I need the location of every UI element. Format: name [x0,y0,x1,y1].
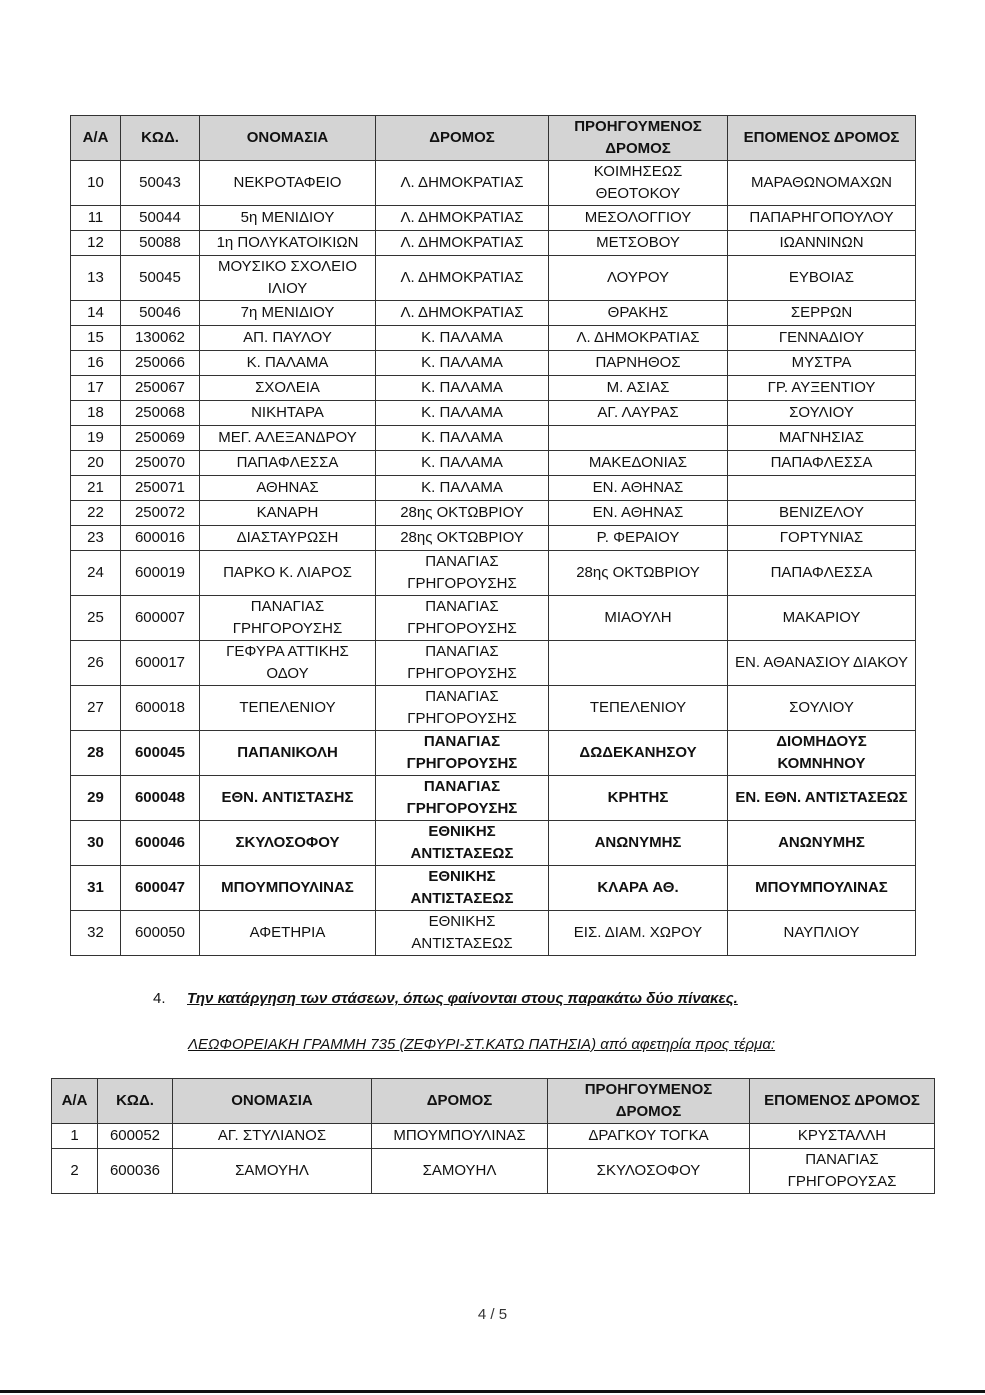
cell-next-road: ΒΕΝΙΖΕΛΟΥ [728,501,916,526]
cell-next-road: ΠΑΝΑΓΙΑΣ ΓΡΗΓΟΡΟΥΣΑΣ [750,1149,935,1194]
cell-aa: 32 [71,911,121,956]
cell-prev-road: ΚΛΑΡΑ ΑΘ. [549,866,728,911]
cell-prev-road [549,426,728,451]
cell-prev-road: ΚΡΗΤΗΣ [549,776,728,821]
cell-code: 130062 [121,326,200,351]
header-next-road: ΕΠΟΜΕΝΟΣ ΔΡΟΜΟΣ [728,116,916,161]
cell-road: ΠΑΝΑΓΙΑΣ ΓΡΗΓΟΡΟΥΣΗΣ [376,551,549,596]
cell-next-road: ΓΟΡΤΥΝΙΑΣ [728,526,916,551]
cell-code: 50043 [121,161,200,206]
header-next-road: ΕΠΟΜΕΝΟΣ ΔΡΟΜΟΣ [750,1079,935,1124]
cell-name: ΜΠΟΥΜΠΟΥΛΙΝΑΣ [200,866,376,911]
cell-code: 50046 [121,301,200,326]
cell-road: ΕΘΝΙΚΗΣ ΑΝΤΙΣΤΑΣΕΩΣ [376,866,549,911]
cell-prev-road [549,641,728,686]
cell-name: ΜΕΓ. ΑΛΕΞΑΝΔΡΟΥ [200,426,376,451]
cell-road: 28ης ΟΚΤΩΒΡΙΟΥ [376,526,549,551]
cell-road: ΠΑΝΑΓΙΑΣ ΓΡΗΓΟΡΟΥΣΗΣ [376,686,549,731]
cell-road: Κ. ΠΑΛΑΜΑ [376,451,549,476]
cell-next-road: ΓΕΝΝΑΔΙΟΥ [728,326,916,351]
cell-name: ΕΘΝ. ΑΝΤΙΣΤΑΣΗΣ [200,776,376,821]
cell-next-road: ΓΡ. ΑΥΞΕΝΤΙΟΥ [728,376,916,401]
cell-name: ΓΕΦΥΡΑ ΑΤΤΙΚΗΣ ΟΔΟΥ [200,641,376,686]
header-code: ΚΩΔ. [98,1079,173,1124]
cell-code: 600045 [121,731,200,776]
header-aa: Α/Α [52,1079,98,1124]
cell-aa: 20 [71,451,121,476]
cell-aa: 1 [52,1124,98,1149]
cell-next-road: ΔΙΟΜΗΔΟΥΣ ΚΟΜΝΗΝΟΥ [728,731,916,776]
cell-aa: 24 [71,551,121,596]
cell-next-road: ΜΑΓΝΗΣΙΑΣ [728,426,916,451]
cell-aa: 18 [71,401,121,426]
cell-prev-road: ΑΓ. ΛΑΥΡΑΣ [549,401,728,426]
cell-aa: 21 [71,476,121,501]
cell-prev-road: ΔΡΑΓΚΟΥ ΤΟΓΚΑ [548,1124,750,1149]
cell-road: 28ης ΟΚΤΩΒΡΙΟΥ [376,501,549,526]
cell-prev-road: ΤΕΠΕΛΕΝΙΟΥ [549,686,728,731]
table-header-row [52,1079,935,1124]
cell-aa: 27 [71,686,121,731]
cell-code: 50045 [121,256,200,301]
header-prev-road: ΠΡΟΗΓΟΥΜΕΝΟΣ ΔΡΟΜΟΣ [549,116,728,161]
cell-next-road: ΕΝ. ΕΘΝ. ΑΝΤΙΣΤΑΣΕΩΣ [728,776,916,821]
cell-next-road: ΜΑΡΑΘΩΝΟΜΑΧΩΝ [728,161,916,206]
stops-table-1 [70,115,916,956]
cell-name: ΑΦΕΤΗΡΙΑ [200,911,376,956]
section-number: 4. [153,990,166,1007]
cell-aa: 28 [71,731,121,776]
cell-next-road: ΙΩΑΝΝΙΝΩΝ [728,231,916,256]
cell-prev-road: 28ης ΟΚΤΩΒΡΙΟΥ [549,551,728,596]
table-row [71,641,916,686]
cell-name: ΑΠ. ΠΑΥΛΟΥ [200,326,376,351]
cell-road: ΜΠΟΥΜΠΟΥΛΙΝΑΣ [372,1124,548,1149]
header-name: ΟΝΟΜΑΣΙΑ [200,116,376,161]
cell-road: Λ. ΔΗΜΟΚΡΑΤΙΑΣ [376,161,549,206]
cell-next-road: ΕΥΒΟΙΑΣ [728,256,916,301]
header-aa: Α/Α [71,116,121,161]
cell-prev-road: ΜΕΤΣΟΒΟΥ [549,231,728,256]
cell-aa: 30 [71,821,121,866]
header-road: ΔΡΟΜΟΣ [376,116,549,161]
header-code: ΚΩΔ. [121,116,200,161]
cell-name: ΣΚΥΛΟΣΟΦΟΥ [200,821,376,866]
cell-prev-road: ΘΡΑΚΗΣ [549,301,728,326]
cell-code: 600052 [98,1124,173,1149]
cell-next-road: ΜΠΟΥΜΠΟΥΛΙΝΑΣ [728,866,916,911]
cell-name: ΑΘΗΝΑΣ [200,476,376,501]
cell-next-road: ΜΥΣΤΡΑ [728,351,916,376]
bottom-rule [0,1390,985,1393]
cell-prev-road: ΜΕΣΟΛΟΓΓΙΟΥ [549,206,728,231]
cell-road: Λ. ΔΗΜΟΚΡΑΤΙΑΣ [376,256,549,301]
cell-name: ΠΑΝΑΓΙΑΣ ΓΡΗΓΟΡΟΥΣΗΣ [200,596,376,641]
cell-road: ΣΑΜΟΥΗΛ [372,1149,548,1194]
cell-road: Κ. ΠΑΛΑΜΑ [376,426,549,451]
cell-road: Κ. ΠΑΛΑΜΑ [376,326,549,351]
cell-prev-road: Ρ. ΦΕΡΑΙΟΥ [549,526,728,551]
cell-name: 7η ΜΕΝΙΔΙΟΥ [200,301,376,326]
cell-code: 600018 [121,686,200,731]
cell-road: Κ. ΠΑΛΑΜΑ [376,376,549,401]
table-row [71,161,916,206]
cell-prev-road: ΕΝ. ΑΘΗΝΑΣ [549,476,728,501]
cell-aa: 16 [71,351,121,376]
table-row [71,821,916,866]
cell-aa: 11 [71,206,121,231]
cell-code: 600019 [121,551,200,596]
cell-road: Κ. ΠΑΛΑΜΑ [376,401,549,426]
cell-name: ΔΙΑΣΤΑΥΡΩΣΗ [200,526,376,551]
cell-name: ΣΑΜΟΥΗΛ [173,1149,372,1194]
table-row [71,256,916,301]
cell-prev-road: ΕΙΣ. ΔΙΑΜ. ΧΩΡΟΥ [549,911,728,956]
cell-name: ΚΑΝΑΡΗ [200,501,376,526]
table-row [71,351,916,376]
cell-prev-road: ΣΚΥΛΟΣΟΦΟΥ [548,1149,750,1194]
cell-next-road: ΕΝ. ΑΘΑΝΑΣΙΟΥ ΔΙΑΚΟΥ [728,641,916,686]
table-row [71,301,916,326]
cell-name: ΑΓ. ΣΤΥΛΙΑΝΟΣ [173,1124,372,1149]
cell-aa: 2 [52,1149,98,1194]
section-text: Την κατάργηση των στάσεων, όπως φαίνονται στους παρακάτω δύο πίνακες. [187,990,738,1007]
cell-prev-road: ΑΝΩΝΥΜΗΣ [549,821,728,866]
cell-code: 50044 [121,206,200,231]
table-row [71,866,916,911]
cell-prev-road: ΚΟΙΜΗΣΕΩΣ ΘΕΟΤΟΚΟΥ [549,161,728,206]
cell-next-road: ΜΑΚΑΡΙΟΥ [728,596,916,641]
cell-road: Λ. ΔΗΜΟΚΡΑΤΙΑΣ [376,206,549,231]
cell-road: ΠΑΝΑΓΙΑΣ ΓΡΗΓΟΡΟΥΣΗΣ [376,641,549,686]
cell-name: 1η ΠΟΛΥΚΑΤΟΙΚΙΩΝ [200,231,376,256]
cell-aa: 19 [71,426,121,451]
cell-code: 250072 [121,501,200,526]
table-row [71,401,916,426]
bus-line-subheading: ΛΕΩΦΟΡΕΙΑΚΗ ΓΡΑΜΜΗ 735 (ΖΕΦΥΡΙ-ΣΤ.ΚΑΤΩ ΠΑΤΗΣΙΑ) από αφετηρία προς τέρμα: [188,1036,776,1053]
table-row [71,551,916,596]
cell-code: 600050 [121,911,200,956]
header-prev-road: ΠΡΟΗΓΟΥΜΕΝΟΣ ΔΡΟΜΟΣ [548,1079,750,1124]
cell-name: ΠΑΡΚΟ Κ. ΛΙΑΡΟΣ [200,551,376,596]
cell-aa: 23 [71,526,121,551]
cell-next-road: ΑΝΩΝΥΜΗΣ [728,821,916,866]
cell-aa: 25 [71,596,121,641]
cell-code: 600046 [121,821,200,866]
cell-next-road: ΣΕΡΡΩΝ [728,301,916,326]
cell-road: Λ. ΔΗΜΟΚΡΑΤΙΑΣ [376,301,549,326]
table-row [71,686,916,731]
table-row [71,426,916,451]
table-row [52,1149,935,1194]
cell-prev-road: Μ. ΑΣΙΑΣ [549,376,728,401]
table-row [71,326,916,351]
cell-road: ΕΘΝΙΚΗΣ ΑΝΤΙΣΤΑΣΕΩΣ [376,821,549,866]
cell-road: ΕΘΝΙΚΗΣ ΑΝΤΙΣΤΑΣΕΩΣ [376,911,549,956]
cell-next-road: ΝΑΥΠΛΙΟΥ [728,911,916,956]
cell-code: 600036 [98,1149,173,1194]
cell-prev-road: ΕΝ. ΑΘΗΝΑΣ [549,501,728,526]
cell-road: ΠΑΝΑΓΙΑΣ ΓΡΗΓΟΡΟΥΣΗΣ [376,776,549,821]
cell-road: ΠΑΝΑΓΙΑΣ ΓΡΗΓΟΡΟΥΣΗΣ [376,731,549,776]
cell-name: 5η ΜΕΝΙΔΙΟΥ [200,206,376,231]
cell-road: ΠΑΝΑΓΙΑΣ ΓΡΗΓΟΡΟΥΣΗΣ [376,596,549,641]
cell-code: 250066 [121,351,200,376]
header-name: ΟΝΟΜΑΣΙΑ [173,1079,372,1124]
cell-next-road: ΣΟΥΛΙΟΥ [728,686,916,731]
table-row [71,376,916,401]
cell-aa: 26 [71,641,121,686]
cell-aa: 14 [71,301,121,326]
cell-code: 250068 [121,401,200,426]
cell-next-road: ΚΡΥΣΤΑΛΛΗ [750,1124,935,1149]
cell-code: 600047 [121,866,200,911]
cell-name: ΝΙΚΗΤΑΡΑ [200,401,376,426]
cell-code: 600007 [121,596,200,641]
cell-next-road: ΣΟΥΛΙΟΥ [728,401,916,426]
table-row [71,526,916,551]
cell-name: ΠΑΠΑΝΙΚΟΛΗ [200,731,376,776]
cell-prev-road: Λ. ΔΗΜΟΚΡΑΤΙΑΣ [549,326,728,351]
table-row [71,206,916,231]
header-road: ΔΡΟΜΟΣ [372,1079,548,1124]
cell-code: 600017 [121,641,200,686]
cell-name: Κ. ΠΑΛΑΜΑ [200,351,376,376]
table-row [71,911,916,956]
cell-name: ΠΑΠΑΦΛΕΣΣΑ [200,451,376,476]
table-row [71,731,916,776]
cell-prev-road: ΜΑΚΕΔΟΝΙΑΣ [549,451,728,476]
cell-prev-road: ΜΙΑΟΥΛΗ [549,596,728,641]
table-row [71,596,916,641]
cell-next-road: ΠΑΠΑΦΛΕΣΣΑ [728,551,916,596]
cell-code: 250070 [121,451,200,476]
cell-prev-road: ΔΩΔΕΚΑΝΗΣΟΥ [549,731,728,776]
stops-table-2 [51,1078,935,1194]
cell-aa: 15 [71,326,121,351]
cell-aa: 10 [71,161,121,206]
cell-next-road [728,476,916,501]
cell-prev-road: ΠΑΡΝΗΘΟΣ [549,351,728,376]
cell-aa: 17 [71,376,121,401]
cell-road: Λ. ΔΗΜΟΚΡΑΤΙΑΣ [376,231,549,256]
cell-code: 600048 [121,776,200,821]
cell-name: ΝΕΚΡΟΤΑΦΕΙΟ [200,161,376,206]
cell-road: Κ. ΠΑΛΑΜΑ [376,351,549,376]
page-number: 4 / 5 [477,1306,508,1323]
table-row [71,476,916,501]
cell-aa: 22 [71,501,121,526]
cell-name: ΣΧΟΛΕΙΑ [200,376,376,401]
table-row [71,451,916,476]
section-heading [153,990,738,1007]
cell-code: 250069 [121,426,200,451]
cell-aa: 29 [71,776,121,821]
cell-road: Κ. ΠΑΛΑΜΑ [376,476,549,501]
table-row [52,1124,935,1149]
cell-code: 250071 [121,476,200,501]
cell-aa: 31 [71,866,121,911]
cell-code: 250067 [121,376,200,401]
table-row [71,501,916,526]
cell-aa: 12 [71,231,121,256]
cell-name: ΤΕΠΕΛΕΝΙΟΥ [200,686,376,731]
table-header-row [71,116,916,161]
table-row [71,231,916,256]
cell-next-road: ΠΑΠΑΦΛΕΣΣΑ [728,451,916,476]
cell-next-road: ΠΑΠΑΡΗΓΟΠΟΥΛΟΥ [728,206,916,231]
cell-aa: 13 [71,256,121,301]
cell-name: ΜΟΥΣΙΚΟ ΣΧΟΛΕΙΟ ΙΛΙΟΥ [200,256,376,301]
cell-code: 600016 [121,526,200,551]
cell-code: 50088 [121,231,200,256]
cell-prev-road: ΛΟΥΡΟΥ [549,256,728,301]
table-row [71,776,916,821]
